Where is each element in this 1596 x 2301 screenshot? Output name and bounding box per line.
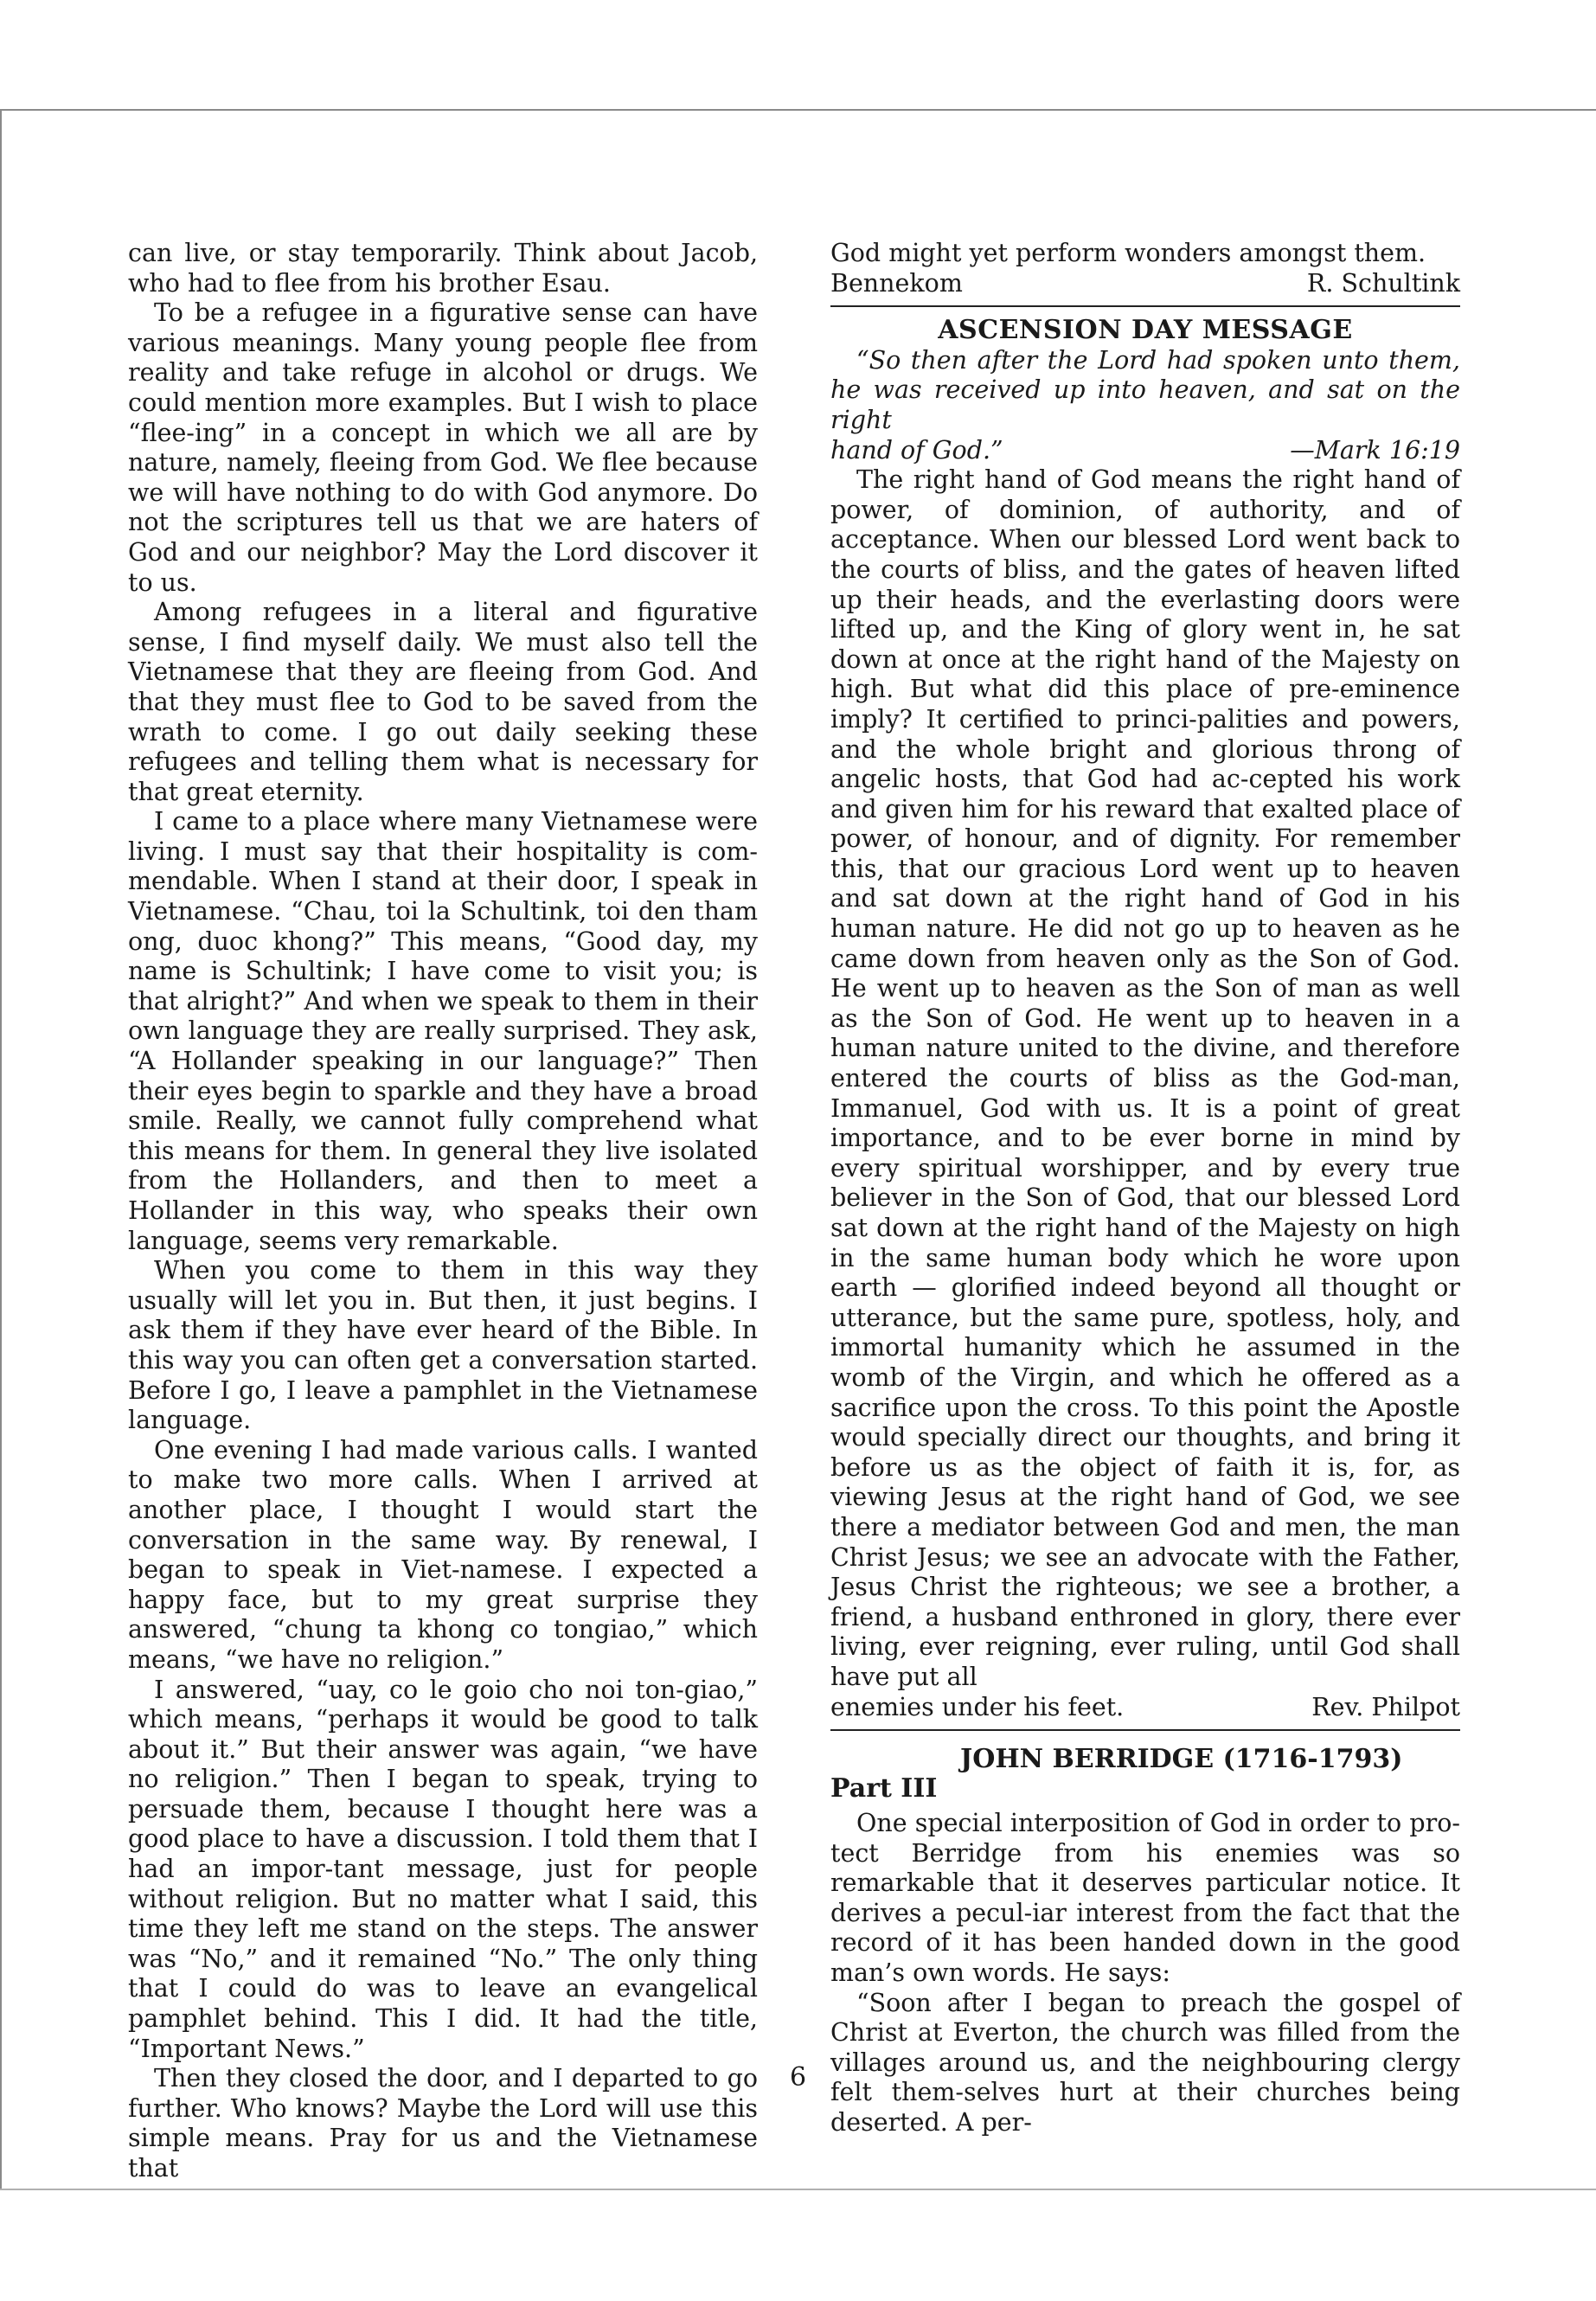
right-column: [830, 239, 1460, 2138]
right-continuation: God might yet perform wonders amongst them.: [830, 239, 1426, 267]
left-paragraph-3: Among refugees in a literal and figurative sense, I find myself daily. We must also tell the Vietnamese that they are fleeing from God. And that they must flee to God to be saved from the wrath to come. I go out daily seeking these refugees and telling them what is necessary for that great eternity.: [128, 598, 758, 806]
page-number: 6: [789, 2062, 807, 2093]
ascension-verse: “So then after the Lord had spoken unto them, he was received up into heaven, and sat on the right: [830, 345, 1460, 434]
schultink-signature: [830, 269, 1460, 299]
bottom-rule: [0, 2189, 1596, 2190]
left-edge-mark: [0, 109, 2, 2189]
section-divider-2: [830, 1729, 1460, 1731]
left-paragraph-6: One evening I had made various calls. I wanted to make two more calls. When I arrived at another place, I thought I would start the conversation in the same way. By renewal, I began to speak in Viet-namese. I expected a happy face, but to my great surprise they answered, “chung ta khong co tongiao,” which means, “we have no religion.”: [128, 1435, 758, 1674]
ascension-body-end: enemies under his feet.: [830, 1692, 1125, 1721]
berridge-paragraph-1: One special interposition of God in order to pro-tect Berridge from his enemies was so remarkable that it deserves particular notice. It derives a pecul-iar interest from the fact that the record of it has been handed down in the good man’s own words. He says:: [830, 1809, 1460, 1988]
ascension-author: Rev. Philpot: [1311, 1692, 1460, 1721]
left-paragraph-2: To be a refugee in a figurative sense can have various meanings. Many young people flee from reality and take refuge in alcohol or drugs. We could mention more examples. But I wish to place “flee-ing” in a concept in which we all are by nature, namely, fleeing from God. We flee because we will have nothing to do with God anymore. Do not the scriptures tell us that we are haters of God and our neighbor? May the Lord discover it to us.: [128, 298, 758, 597]
signature-place: Bennekom: [830, 268, 963, 298]
berridge-title: JOHN BERRIDGE (1716-1793): [960, 1744, 1403, 1775]
verse-reference: —Mark 16:19: [1290, 435, 1460, 465]
left-paragraph-5: When you come to them in this way they usually will let you in. But then, it just begins. I ask them if they have ever heard of the Bible. In this way you can often get a conversation started. Before I go, I leave a pamphlet in the Vietnamese language.: [128, 1256, 758, 1435]
berridge-heading: [830, 1740, 1460, 1804]
berridge-part: Part III: [830, 1773, 938, 1804]
ascension-closing: [830, 1693, 1460, 1723]
section-divider-1: [830, 305, 1460, 307]
ascension-verse-end: [830, 436, 1460, 466]
verse-end-text: hand of God.”: [830, 435, 1003, 465]
left-paragraph-8: Then they closed the door, and I departed to go further. Who knows? Maybe the Lord will use this simple means. Pray for us and the Vietnamese that: [128, 2064, 758, 2182]
ascension-body: The right hand of God means the right hand of power, of dominion, of authority, and of acceptance. When our blessed Lord went back to the courts of bliss, and the gates of heaven lifted up their heads, and the everlasting doors were lifted up, and the King of glory went in, he sat down at once at the right hand of the Majesty on high. But what did this place of pre-eminence imply? It certified to princi-palities and powers, and the whole bright and glorious throng of angelic hosts, that God had ac-cepted his work and given him for his reward that exalted place of power, of honour, and of dignity. For remember this, that our gracious Lord went up to heaven and sat down at the right hand of God in his human nature. He did not go up to heaven as he came down from heaven only as the Son of God. He went up to heaven as the Son of man as well as the Son of God. He went up to heaven in a human nature united to the divine, and therefore entered the courts of bliss as the God-man, Immanuel, God with us. It is a point of great importance, and to be ever borne in mind by every spiritual worshipper, and by every true believer in the Son of God, that our blessed Lord sat down at the right hand of the Majesty on high in the same human body which he wore upon earth — glorified indeed beyond all thought or utterance, but the same pure, spotless, holy, and immortal humanity which he assumed in the womb of the Virgin, and which he offered as a sacrifice upon the cross. To this point the Apostle would specially direct our thoughts, and bring it before us as the object of faith it is, for, as viewing Jesus at the right hand of God, we see there a mediator between God and men, the man Christ Jesus; we see an advocate with the Father, Jesus Christ the righteous; we see a brother, a friend, a husband enthroned in glory, there ever living, ever reigning, ever ruling, until God shall have put all: [830, 465, 1460, 1691]
left-paragraph-1: can live, or stay temporarily. Think about Jacob, who had to flee from his brother Esau.: [128, 239, 758, 298]
left-paragraph-7: I answered, “uay, co le goio cho noi ton-giao,” which means, “perhaps it would be good to talk about it.” But their answer was again, “we have no religion.” Then I began to speak, trying to persuade them, because I thought here was a good place to have a discussion. I told them that I had an impor-tant message, just for people without religion. But no matter what I said, this time they left me stand on the steps. The answer was “No,” and it remained “No.” The only thing that I could do was to leave an evangelical pamphlet behind. This I did. It had the title, “Important News.”: [128, 1675, 758, 2063]
signature-name: R. Schultink: [1306, 268, 1460, 298]
berridge-paragraph-2: “Soon after I began to preach the gospel of Christ at Everton, the church was filled from the villages around us, and the neighbouring clergy felt them-selves hurt at their churches being deserted. A per-: [830, 1988, 1460, 2138]
left-paragraph-4: I came to a place where many Vietnamese were living. I must say that their hospitality is com-mendable. When I stand at their door, I speak in Vietnamese. “Chau, toi la Schultink, toi den tham ong, duoc khong?” This means, “Good day, my name is Schultink; I have come to visit you; is that alright?” And when we speak to them in their own language they are really surprised. They ask, “A Hollander speaking in our language?” Then their eyes begin to sparkle and they have a broad smile. Really, we cannot fully comprehend what this means for them. In general they live isolated from the Hollanders, and then to meet a Hollander in this way, who speaks their own language, seems very remarkable.: [128, 807, 758, 1255]
left-column: [128, 239, 758, 2184]
ascension-title: ASCENSION DAY MESSAGE: [938, 315, 1353, 346]
top-rule: [0, 109, 1596, 111]
